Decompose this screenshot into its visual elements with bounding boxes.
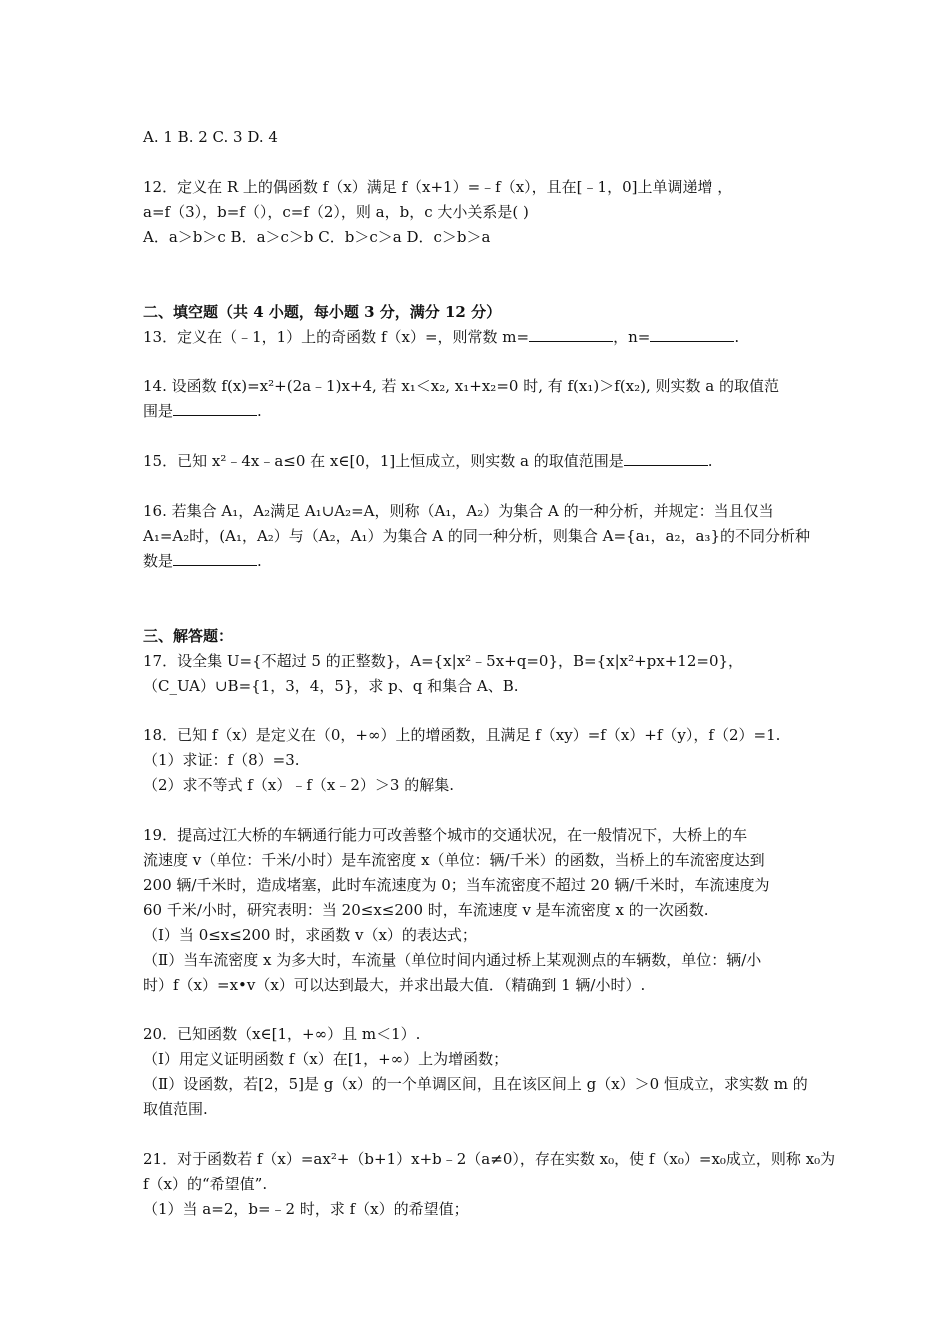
q16-blank[interactable] (173, 551, 257, 566)
q20: 20．已知函数（x∈[1，+∞）且 m＜1）. (143, 1025, 421, 1043)
q19-cont3: 60 千米/小时，研究表明：当 20≤x≤200 时，车流速度 v 是车流密度 x 的一次函数. (143, 901, 709, 919)
q21-part1: （1）当 a=2，b=﹣2 时，求 f（x）的希望值； (143, 1200, 469, 1218)
q21: 21．对于函数若 f（x）=ax²+（b+1）x+b﹣2（a≠0），存在实数 x₀，使 f（x₀）=x₀成立，则称 x₀为 (143, 1150, 836, 1168)
q19-part2-cont: 时）f（x）=x•v（x）可以达到最大，并求出最大值．（精确到 1 辆/小时）. (143, 976, 646, 994)
q11-options: A. 1 B. 2 C. 3 D. 4 (143, 128, 278, 146)
q21-cont: f（x）的“希望值”. (143, 1175, 268, 1193)
q13-text-mid: ，n= (613, 328, 651, 346)
q14-cont (143, 401, 262, 421)
q19-part1: （Ⅰ）当 0≤x≤200 时，求函数 v（x）的表达式； (143, 926, 477, 944)
q16-text: 数是 (143, 552, 174, 570)
q20-part2: （Ⅱ）设函数，若[2，5]是 g（x）的一个单调区间，且在该区间上 g（x）＞0 恒成立，求实数 m 的 (143, 1075, 808, 1093)
q16-text-end: . (257, 552, 262, 570)
q20-part1: （Ⅰ）用定义证明函数 f（x）在[1，+∞）上为增函数； (143, 1050, 509, 1068)
q14-blank[interactable] (173, 401, 257, 416)
q19-cont2: 200 辆/千米时，造成堵塞，此时车流速度为 0；当车流密度不超过 20 辆/千米时，车流速度为 (143, 876, 770, 894)
q20-part2-cont: 取值范围. (143, 1100, 208, 1118)
section-answer-heading: 三、解答题： (143, 627, 234, 645)
q13-text: 13．定义在（﹣1，1）上的奇函数 f（x）=，则常数 m= (143, 328, 530, 346)
q15-text-end: . (707, 452, 713, 470)
q19: 19．提高过江大桥的车辆通行能力可改善整个城市的交通状况，在一般情况下，大桥上的车 (143, 826, 748, 844)
q17-cont: （C_UA）∪B={1，3，4，5}，求 p、q 和集合 A、B. (143, 677, 519, 695)
q15-text: 15．已知 x²﹣4x﹣a≤0 在 x∈[0，1]上恒成立，则实数 a 的取值范围是 (143, 452, 624, 470)
q16-cont: A₁=A₂时，(A₁，A₂）与（A₂，A₁）为集合 A 的同一种分析，则集合 A={a₁，a₂，a₃}的不同分析种 (143, 527, 810, 545)
q12-stem-cont: a=f（3），b=f（），c=f（2），则 a，b，c 大小关系是( ) (143, 203, 529, 221)
q12-options: A．a＞b＞c B．a＞c＞b C．b＞c＞a D．c＞b＞a (143, 228, 491, 246)
q14: 14. 设函数 f(x)=x²+(2a﹣1)x+4, 若 x₁＜x₂, x₁+x₂=0 时, 有 f(x₁)＞f(x₂), 则实数 a 的取值范 (143, 377, 779, 395)
section-fill-in-heading: 二、填空题（共 4 小题，每小题 3 分，满分 12 分） (143, 303, 502, 321)
q13-blank-m[interactable] (529, 327, 613, 342)
q14-text-end: . (257, 402, 262, 420)
q16: 16. 若集合 A₁，A₂满足 A₁∪A₂=A，则称（A₁，A₂）为集合 A 的一种分析，并规定：当且仅当 (143, 502, 774, 520)
q13-blank-n[interactable] (650, 327, 734, 342)
q17: 17．设全集 U={不超过 5 的正整数}，A={x|x²﹣5x+q=0}，B={x|x²+px+12=0}， (143, 652, 744, 670)
q18-part2: （2）求不等式 f（x）﹣f（x﹣2）＞3 的解集. (143, 776, 454, 794)
q19-part2: （Ⅱ）当车流密度 x 为多大时，车流量（单位时间内通过桥上某观测点的车辆数，单位：辆/小 (143, 951, 762, 969)
q12-stem: 12．定义在 R 上的偶函数 f（x）满足 f（x+1）=﹣f（x），且在[﹣1，0]上单调递增 ， (143, 178, 733, 196)
q18-part1: （1）求证：f（8）=3. (143, 751, 300, 769)
q15 (143, 451, 713, 471)
q19-cont1: 流速度 v（单位：千米/小时）是车流密度 x（单位：辆/千米）的函数，当桥上的车流密度达到 (143, 851, 765, 869)
q15-blank[interactable] (624, 451, 708, 466)
q18: 18．已知 f（x）是定义在（0，+∞）上的增函数，且满足 f（xy）=f（x）+f（y），f（2）=1. (143, 726, 781, 744)
q14-text: 围是 (143, 402, 174, 420)
q16-cont2 (143, 551, 262, 571)
q13-text-end: . (734, 328, 740, 346)
q13 (143, 327, 739, 347)
